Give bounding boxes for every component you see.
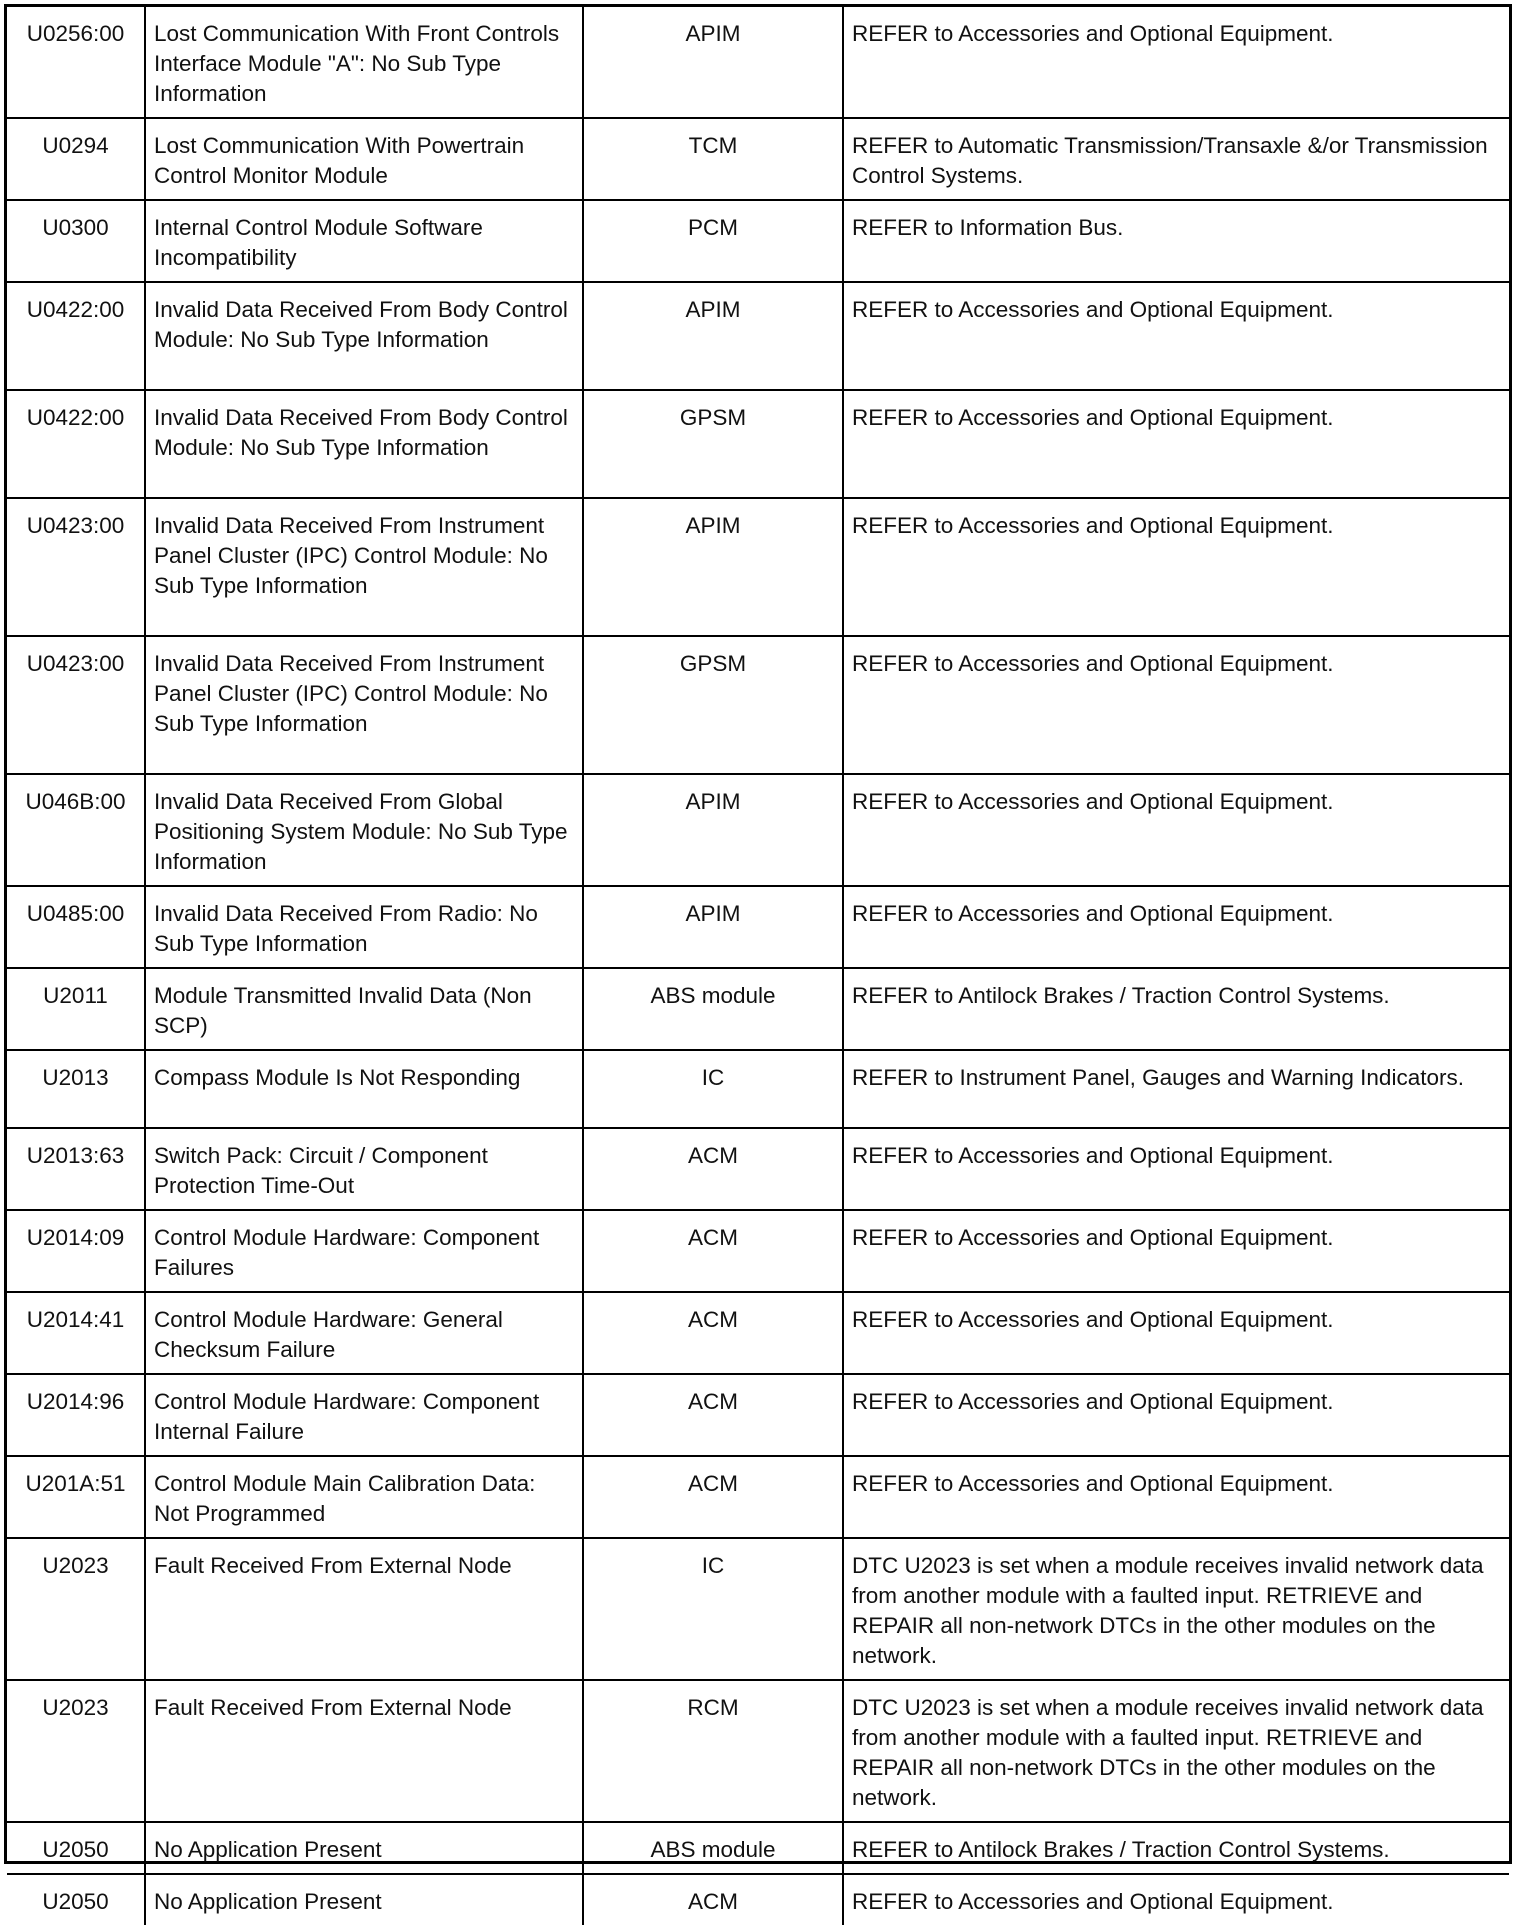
dtc-action: REFER to Accessories and Optional Equipment. (843, 390, 1509, 498)
dtc-code: U2050 (7, 1822, 145, 1874)
dtc-module: APIM (583, 774, 843, 886)
dtc-module: APIM (583, 282, 843, 390)
dtc-code: U0485:00 (7, 886, 145, 968)
dtc-code: U2023 (7, 1538, 145, 1680)
dtc-module: IC (583, 1538, 843, 1680)
dtc-code: U2014:09 (7, 1210, 145, 1292)
dtc-module: ACM (583, 1210, 843, 1292)
dtc-description: Switch Pack: Circuit / Component Protection Time-Out (145, 1128, 583, 1210)
dtc-module: GPSM (583, 636, 843, 774)
dtc-code: U0300 (7, 200, 145, 282)
dtc-code: U2013 (7, 1050, 145, 1128)
dtc-action: REFER to Accessories and Optional Equipment. (843, 1292, 1509, 1374)
dtc-action: DTC U2023 is set when a module receives invalid network data from another module with a faulted input. RETRIEVE and REPAIR all non-network DTCs in the other modules on the network. (843, 1680, 1509, 1822)
dtc-description: Control Module Hardware: General Checksum Failure (145, 1292, 583, 1374)
dtc-module: RCM (583, 1680, 843, 1822)
dtc-action: REFER to Antilock Brakes / Traction Control Systems. (843, 1822, 1509, 1874)
table-row (7, 1374, 1509, 1456)
dtc-action: REFER to Accessories and Optional Equipment. (843, 636, 1509, 774)
dtc-action: REFER to Accessories and Optional Equipment. (843, 7, 1509, 118)
dtc-description: Module Transmitted Invalid Data (Non SCP) (145, 968, 583, 1050)
dtc-code: U201A:51 (7, 1456, 145, 1538)
dtc-action: REFER to Instrument Panel, Gauges and Warning Indicators. (843, 1050, 1509, 1128)
dtc-module: ACM (583, 1292, 843, 1374)
table-row (7, 1680, 1509, 1822)
dtc-module: ACM (583, 1874, 843, 1925)
table-row (7, 1456, 1509, 1538)
dtc-action: REFER to Accessories and Optional Equipment. (843, 1374, 1509, 1456)
dtc-module: PCM (583, 200, 843, 282)
dtc-action: REFER to Accessories and Optional Equipment. (843, 1456, 1509, 1538)
dtc-action: REFER to Automatic Transmission/Transaxle &/or Transmission Control Systems. (843, 118, 1509, 200)
table-row (7, 1874, 1509, 1925)
dtc-code: U0422:00 (7, 390, 145, 498)
table-row (7, 774, 1509, 886)
dtc-description: Invalid Data Received From Body Control Module: No Sub Type Information (145, 390, 583, 498)
dtc-description: Fault Received From External Node (145, 1538, 583, 1680)
table-row (7, 7, 1509, 118)
dtc-description: Internal Control Module Software Incompatibility (145, 200, 583, 282)
dtc-description: Invalid Data Received From Global Positioning System Module: No Sub Type Information (145, 774, 583, 886)
dtc-code: U2014:41 (7, 1292, 145, 1374)
dtc-module: IC (583, 1050, 843, 1128)
dtc-code: U0256:00 (7, 7, 145, 118)
dtc-code: U0422:00 (7, 282, 145, 390)
dtc-code: U0423:00 (7, 636, 145, 774)
dtc-table-frame (4, 4, 1512, 1914)
dtc-description: No Application Present (145, 1822, 583, 1874)
dtc-action: DTC U2023 is set when a module receives invalid network data from another module with a faulted input. RETRIEVE and REPAIR all non-network DTCs in the other modules on the network. (843, 1538, 1509, 1680)
dtc-description: Lost Communication With Front Controls Interface Module "A": No Sub Type Information (145, 7, 583, 118)
dtc-description: Fault Received From External Node (145, 1680, 583, 1822)
table-row (7, 1050, 1509, 1128)
dtc-action: REFER to Accessories and Optional Equipment. (843, 498, 1509, 636)
dtc-code: U2023 (7, 1680, 145, 1822)
dtc-code: U2050 (7, 1874, 145, 1925)
dtc-module: ACM (583, 1128, 843, 1210)
table-row (7, 118, 1509, 200)
table-row (7, 636, 1509, 774)
table-row (7, 390, 1509, 498)
dtc-description: Invalid Data Received From Instrument Panel Cluster (IPC) Control Module: No Sub Type Information (145, 636, 583, 774)
dtc-action: REFER to Accessories and Optional Equipment. (843, 774, 1509, 886)
dtc-code: U2013:63 (7, 1128, 145, 1210)
dtc-action: REFER to Accessories and Optional Equipment. (843, 282, 1509, 390)
dtc-description: Control Module Hardware: Component Internal Failure (145, 1374, 583, 1456)
dtc-module: APIM (583, 7, 843, 118)
dtc-description: Control Module Hardware: Component Failures (145, 1210, 583, 1292)
dtc-module: APIM (583, 886, 843, 968)
dtc-module: ACM (583, 1456, 843, 1538)
dtc-action: REFER to Accessories and Optional Equipment. (843, 1128, 1509, 1210)
dtc-action: REFER to Accessories and Optional Equipment. (843, 1210, 1509, 1292)
dtc-description: Invalid Data Received From Instrument Panel Cluster (IPC) Control Module: No Sub Type Information (145, 498, 583, 636)
dtc-code: U2011 (7, 968, 145, 1050)
dtc-description: Invalid Data Received From Body Control Module: No Sub Type Information (145, 282, 583, 390)
dtc-description: Compass Module Is Not Responding (145, 1050, 583, 1128)
dtc-module: ACM (583, 1374, 843, 1456)
dtc-table (7, 7, 1509, 1925)
table-row (7, 1210, 1509, 1292)
table-row (7, 200, 1509, 282)
dtc-description: Invalid Data Received From Radio: No Sub Type Information (145, 886, 583, 968)
dtc-action: REFER to Antilock Brakes / Traction Control Systems. (843, 968, 1509, 1050)
table-row (7, 498, 1509, 636)
dtc-code: U046B:00 (7, 774, 145, 886)
dtc-action: REFER to Accessories and Optional Equipment. (843, 886, 1509, 968)
dtc-module: ABS module (583, 968, 843, 1050)
dtc-module: GPSM (583, 390, 843, 498)
table-row (7, 1538, 1509, 1680)
dtc-description: Control Module Main Calibration Data: Not Programmed (145, 1456, 583, 1538)
dtc-action: REFER to Accessories and Optional Equipment. (843, 1874, 1509, 1925)
dtc-code: U0294 (7, 118, 145, 200)
dtc-code: U2014:96 (7, 1374, 145, 1456)
table-row (7, 1128, 1509, 1210)
table-row (7, 1292, 1509, 1374)
dtc-description: No Application Present (145, 1874, 583, 1925)
table-row (7, 282, 1509, 390)
table-row (7, 886, 1509, 968)
dtc-description: Lost Communication With Powertrain Control Monitor Module (145, 118, 583, 200)
dtc-module: TCM (583, 118, 843, 200)
dtc-action: REFER to Information Bus. (843, 200, 1509, 282)
dtc-module: APIM (583, 498, 843, 636)
dtc-code: U0423:00 (7, 498, 145, 636)
table-row (7, 1822, 1509, 1874)
dtc-module: ABS module (583, 1822, 843, 1874)
table-row (7, 968, 1509, 1050)
